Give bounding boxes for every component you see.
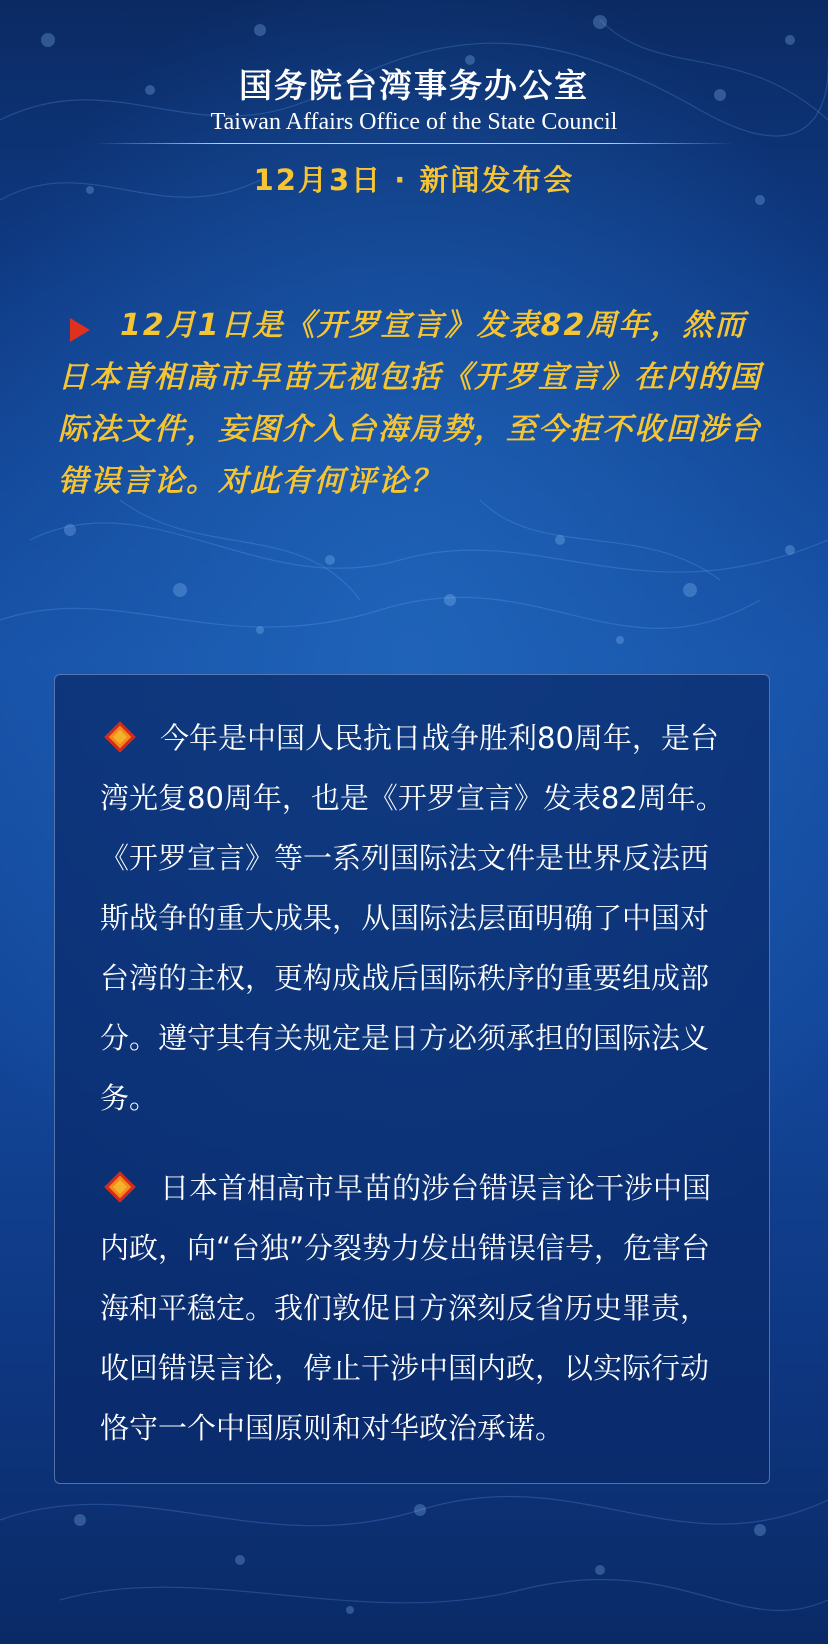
answer-paragraph: 日本首相高市早苗的涉台错误言论干涉中国内政，向“台独”分裂势力发出错误信号，危害台海和平稳定。我们敦促日方深刻反省历史罪责，收回错误言论，停止干涉中国内政，以实际行动恪守一个中国原则和对华政治承诺。 [100, 1171, 712, 1445]
event-date-title: 12月3日 · 新闻发布会 [253, 163, 575, 197]
page-header [0, 66, 828, 198]
question-text: 12月1日是《开罗宣言》发表82周年，然而日本首相高市早苗无视包括《开罗宣言》在内的国际法文件，妄图介入台海局势，至今拒不收回涉台错误言论。对此有何评论？ [58, 308, 762, 499]
header-divider [94, 143, 734, 144]
answer-paragraph: 今年是中国人民抗日战争胜利80周年，是台湾光复80周年，也是《开罗宣言》发表82周年。《开罗宣言》等一系列国际法文件是世界反法西斯战争的重大成果，从国际法层面明确了中国对台湾的主权，更构成战后国际秩序的重要组成部分。遵守其有关规定是日方必须承担的国际法义务。 [100, 721, 725, 1115]
org-name-english: Taiwan Affairs Office of the State Council [210, 109, 618, 135]
org-name-chinese: 国务院台湾事务办公室 [239, 66, 589, 105]
